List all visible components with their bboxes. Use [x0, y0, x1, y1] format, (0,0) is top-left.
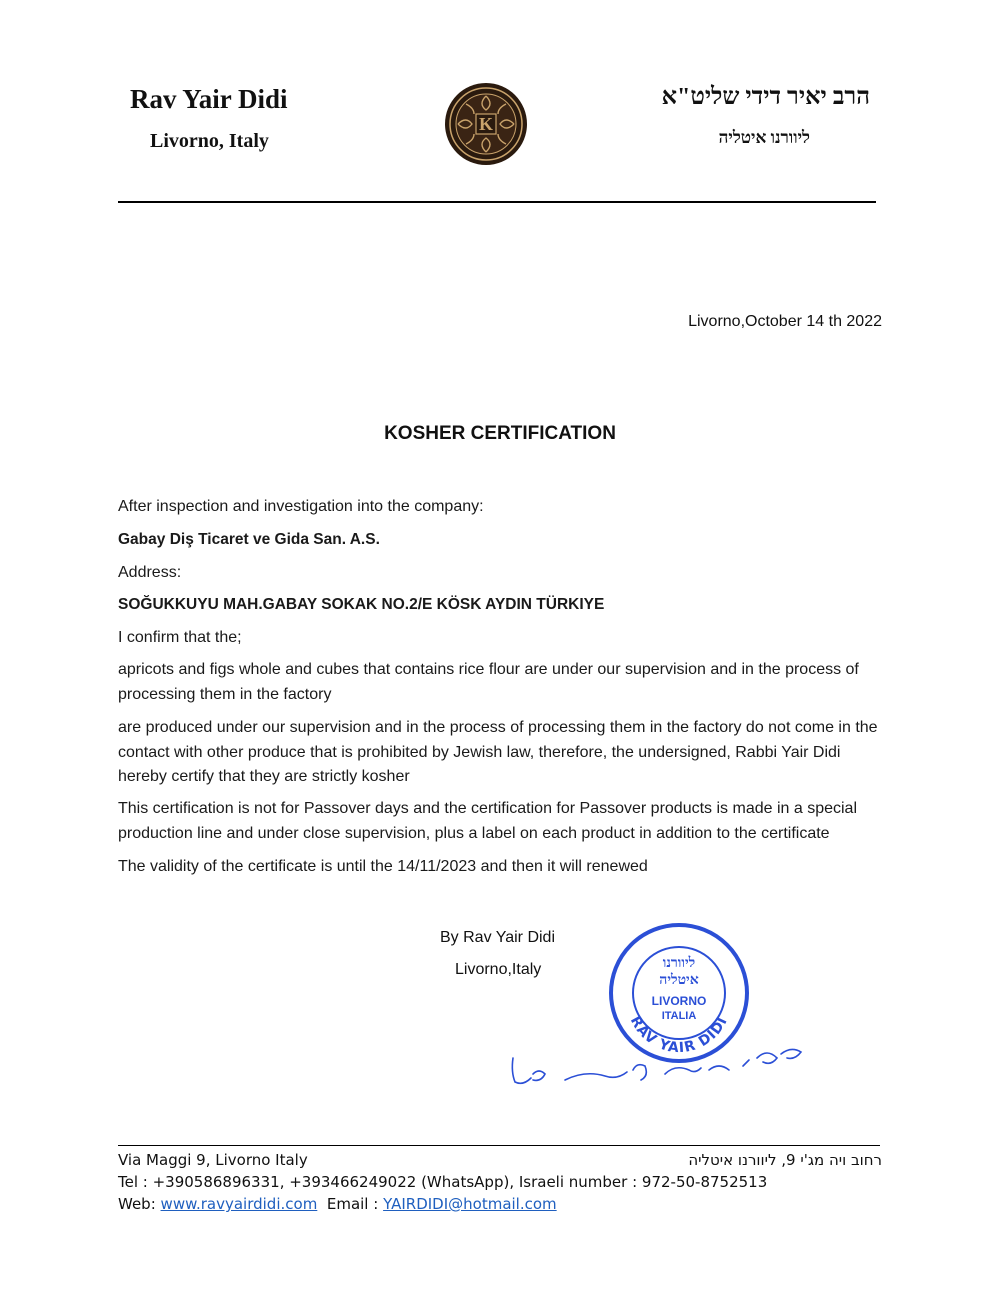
handwritten-signature [505, 1040, 810, 1095]
header-divider [118, 201, 876, 203]
stamp-inner-he-1: ליוורנו [662, 956, 696, 971]
logo-seal [444, 82, 528, 166]
footer-address-he: רחוב ויה מג'י 9, ליוורנו איטליה [688, 1151, 882, 1169]
footer-address-en: Via Maggi 9, Livorno Italy [118, 1151, 308, 1169]
header-city-en: Livorno, Italy [150, 130, 269, 152]
signature-place: Livorno,Italy [455, 961, 542, 978]
passover-text: This certification is not for Passover days and the certification for Passover products is made in a special production line and under close supervision, plus a label on each product in addition to the certificate [118, 800, 858, 842]
company-address: SOĞUKKUYU MAH.GABAY SOKAK NO.2/E KÖSK AYDIN TÜRKIYE [118, 596, 605, 613]
products-text: apricots and figs whole and cubes that contains rice flour are under our supervision and in the process of processing them in the factory [118, 661, 859, 703]
statement-text: are produced under our supervision and in the process of processing them in the factory do not come in the contact with other produce that is prohibited by Jewish law, therefore, the undersigned, Rabbi Yair Didi hereby certify that they are strictly kosher [118, 719, 878, 785]
header-city-he: ליוורנו איטליה [718, 128, 810, 147]
company-name: Gabay Diş Ticaret ve Gida San. A.S. [118, 531, 380, 548]
website-link[interactable]: www.ravyairdidi.com [160, 1195, 318, 1213]
header-name-he: הרב יאיר דידי שליט"א [661, 84, 870, 110]
stamp-inner-line-1: LIVORNO [651, 994, 707, 1008]
letter-title: KOSHER CERTIFICATION [384, 423, 616, 444]
signature-by: By Rav Yair Didi [440, 929, 555, 946]
header-name-en: Rav Yair Didi [130, 84, 288, 114]
intro-text: After inspection and investigation into the company: [118, 498, 484, 515]
footer-divider [118, 1145, 880, 1146]
email-link[interactable]: YAIRDIDI@hotmail.com [383, 1195, 557, 1213]
stamp-inner-line-2: ITALIA [661, 1010, 697, 1022]
logo-letter: K [478, 114, 493, 134]
stamp-inner-he-2: איטליה [659, 973, 699, 988]
footer-web-row [118, 1195, 557, 1213]
footer-email-label: Email : [326, 1195, 379, 1213]
footer-web-label: Web: [118, 1195, 156, 1213]
address-label: Address: [118, 564, 182, 581]
stamp-ring-text: RAV YAIR DIDI [626, 1013, 732, 1057]
letter-date: Livorno,October 14 th 2022 [688, 313, 882, 330]
validity-text: The validity of the certificate is until the 14/11/2023 and then it will renewed [118, 858, 648, 875]
confirm-text: I confirm that the; [118, 629, 242, 646]
footer-phone: Tel : +390586896331, +393466249022 (WhatsApp), Israeli number : 972-50-8752513 [118, 1173, 768, 1191]
